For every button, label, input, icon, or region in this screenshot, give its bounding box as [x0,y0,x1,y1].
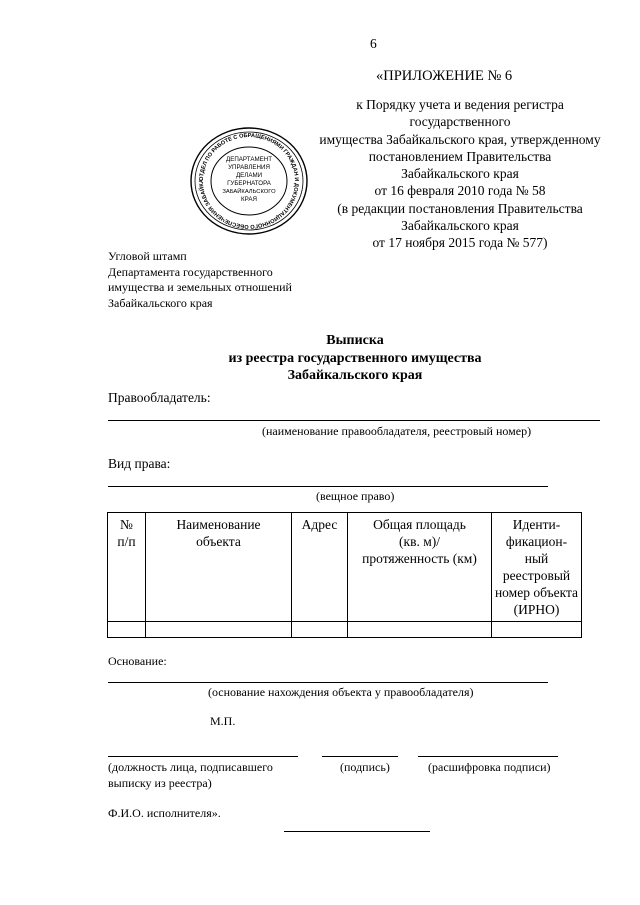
position-caption-line: выписку из реестра) [108,775,212,790]
corner-stamp-line: Угловой штамп [108,249,187,263]
table-cell [292,622,348,638]
appendix-line: государственного [409,114,511,130]
holder-line [108,420,600,421]
executor-label: Ф.И.О. исполнителя». [108,806,221,820]
header-text: № [120,517,133,532]
table-cell [108,622,146,638]
holder-label: Правообладатель: [108,390,211,405]
seal-center-line: ЗАБАЙКАЛЬСКОГО [222,189,276,195]
seal-center-line: УПРАВЛЕНИЯ [228,164,270,171]
seal-center-line: ДЕПАРТАМЕНТ [226,156,272,163]
official-seal [188,126,310,236]
executor-line [284,831,430,832]
header-text: п/п [117,534,136,549]
header-text: Адрес [301,517,338,532]
table-cell [348,622,492,638]
appendix-line: постановлением Правительства [368,148,552,164]
seal-ring-text: ОТДЕЛ ПО РАБОТЕ С ОБРАЩЕНИЯМИ ГРАЖДАН И ДОКУМЕНТАЦИОННОГО ОБЕСПЕЧЕНИЯ ЗАБАЙКА [198,132,300,230]
holder-caption: (наименование правообладателя, реестровый номер) [262,424,532,438]
right-caption: (вещное право) [316,489,395,503]
appendix-line: Забайкальского края [401,166,519,182]
basis-caption: (основание нахождения объекта у правообладателя) [208,685,474,699]
corner-stamp [108,249,292,311]
seal-center-line: ДЕЛАМИ [235,172,263,179]
header-text: (ИРНО) [513,602,560,617]
table-header-cell [492,513,582,622]
heading-line: Забайкальского края [287,368,423,383]
appendix-line: от 16 февраля 2010 года № 58 [374,183,546,199]
table-header-cell [146,513,292,622]
corner-stamp-line: имущества и земельных отношений [108,280,292,294]
appendix-line: от 17 ноября 2015 года № 577) [372,235,548,251]
header-text: объекта [196,534,241,549]
corner-stamp-line: Забайкальского края [108,295,213,310]
table-header-cell [348,513,492,622]
table-cell [146,622,292,638]
basis-label: Основание: [108,654,167,668]
header-text: реестровый [502,568,571,583]
seal-graphic [188,126,310,236]
registry-table [107,512,582,638]
header-text: ный [524,551,549,566]
header-text: фикацион- [505,534,568,549]
appendix-line: Забайкальского края [401,218,519,234]
appendix-line: (в редакции постановления Правительства [337,200,583,216]
heading-line: Выписка [326,333,384,348]
right-label: Вид права: [108,456,171,471]
appendix-line: к Порядку учета и ведения регистра [356,97,564,112]
header-text: Наименование [176,517,261,532]
signature-caption: (подпись) [340,760,390,774]
document-heading [120,332,590,385]
appendix-block [290,96,630,252]
seal-center-line: КРАЯ [241,196,257,203]
position-caption [108,760,273,791]
heading-line: из реестра государственного имущества [228,350,482,366]
position-line [108,756,298,757]
header-text: Иденти- [512,517,561,532]
table-cell [492,622,582,638]
decoding-caption: (расшифровка подписи) [428,760,551,774]
header-text: протяженность (км) [362,551,477,566]
basis-line [108,682,548,683]
signature-line [322,756,398,757]
seal-center-line: ГУБЕРНАТОРА [227,180,271,187]
stamp-place: М.П. [210,714,236,728]
table-header-row [108,513,582,622]
header-text: (кв. м)/ [399,534,440,549]
position-caption-line: (должность лица, подписавшего [108,760,273,774]
appendix-title: «ПРИЛОЖЕНИЕ № 6 [376,68,513,84]
decoding-line [418,756,558,757]
page-number: 6 [370,36,377,51]
appendix-line: имущества Забайкальского края, утвержденному [319,131,601,147]
table-header-cell [108,513,146,622]
table-row [108,622,582,638]
header-text: номер объекта [494,585,579,600]
table-header-cell [292,513,348,622]
right-line [108,486,548,487]
corner-stamp-line: Департамента государственного [108,264,273,279]
header-text: Общая площадь [373,517,466,532]
